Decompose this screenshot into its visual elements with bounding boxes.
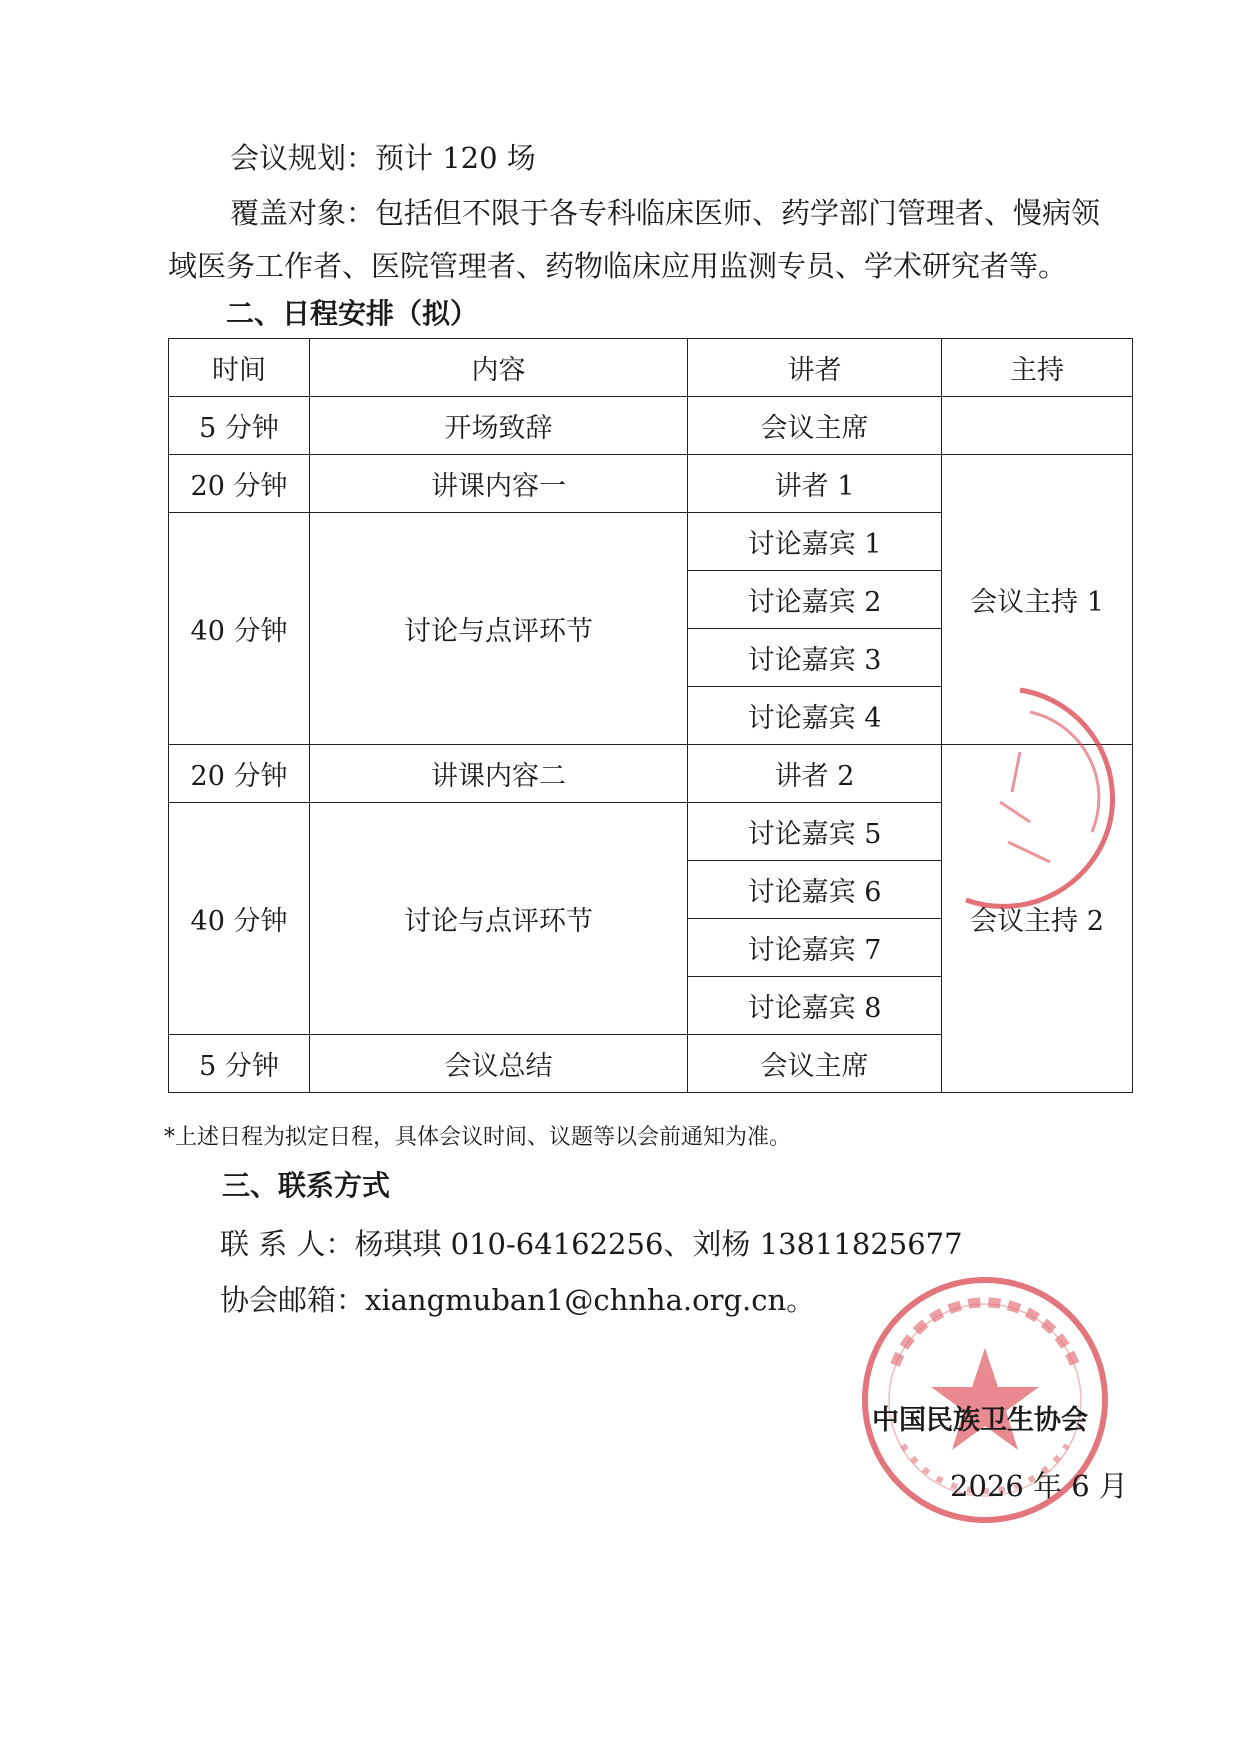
cell-time: 20 分钟 [169, 745, 310, 803]
stamp-partial-icon [960, 672, 1120, 912]
schedule-note: *上述日程为拟定日程，具体会议时间、议题等以会前通知为准。 [164, 1125, 792, 1150]
cell-time: 20 分钟 [169, 455, 310, 513]
cell-speaker: 讨论嘉宾 2 [688, 571, 942, 629]
section-2-heading: 二、日程安排（拟） [226, 297, 479, 330]
cell-speaker: 讨论嘉宾 1 [688, 513, 942, 571]
cell-speaker: 会议主席 [688, 1035, 942, 1093]
cell-content: 会议总结 [310, 1035, 688, 1093]
audience-line-1 [230, 195, 1100, 231]
plan-value: 预计 120 场 [375, 141, 536, 175]
cell-host: 会议主持 2 [942, 745, 1133, 1093]
cell-speaker: 讨论嘉宾 7 [688, 919, 942, 977]
table-row [169, 397, 1133, 455]
organization-name: 中国民族卫生协会 [872, 1405, 1088, 1436]
table-header-row [169, 339, 1133, 397]
cell-time: 5 分钟 [169, 1035, 310, 1093]
cell-content: 讨论与点评环节 [310, 513, 688, 745]
cell-host: 会议主持 1 [942, 455, 1133, 745]
email-line [220, 1282, 815, 1318]
header-content: 内容 [310, 339, 688, 397]
header-host: 主持 [942, 339, 1133, 397]
cell-content: 讲课内容二 [310, 745, 688, 803]
header-time: 时间 [169, 339, 310, 397]
cell-host [942, 397, 1133, 455]
cell-content: 开场致辞 [310, 397, 688, 455]
email-value: xiangmuban1@chnha.org.cn。 [365, 1283, 816, 1317]
signature-date: 2026 年 6 月 [950, 1469, 1128, 1503]
plan-label: 会议规划： [230, 141, 376, 175]
contact-line [220, 1226, 963, 1262]
section-3-heading: 三、联系方式 [222, 1169, 391, 1202]
table-row [169, 455, 1133, 513]
plan-line [230, 140, 536, 176]
cell-speaker: 讲者 2 [688, 745, 942, 803]
cell-speaker: 讲者 1 [688, 455, 942, 513]
cell-speaker: 讨论嘉宾 8 [688, 977, 942, 1035]
cell-time: 40 分钟 [169, 803, 310, 1035]
audience-label: 覆盖对象： [230, 196, 376, 230]
cell-content: 讲课内容一 [310, 455, 688, 513]
cell-speaker: 讨论嘉宾 6 [688, 861, 942, 919]
cell-speaker: 讨论嘉宾 3 [688, 629, 942, 687]
email-label: 协会邮箱： [220, 1283, 366, 1317]
cell-speaker: 讨论嘉宾 4 [688, 687, 942, 745]
contact-label: 联 系 人： [220, 1227, 355, 1261]
cell-speaker: 会议主席 [688, 397, 942, 455]
audience-line-2: 域医务工作者、医院管理者、药物临床应用监测专员、学术研究者等。 [168, 249, 1068, 283]
cell-time: 40 分钟 [169, 513, 310, 745]
cell-content: 讨论与点评环节 [310, 803, 688, 1035]
contact-value: 杨琪琪 010-64162256、刘杨 13811825677 [354, 1227, 963, 1261]
audience-text-1: 包括但不限于各专科临床医师、药学部门管理者、慢病领 [375, 196, 1101, 230]
cell-time: 5 分钟 [169, 397, 310, 455]
header-speaker: 讲者 [688, 339, 942, 397]
cell-speaker: 讨论嘉宾 5 [688, 803, 942, 861]
